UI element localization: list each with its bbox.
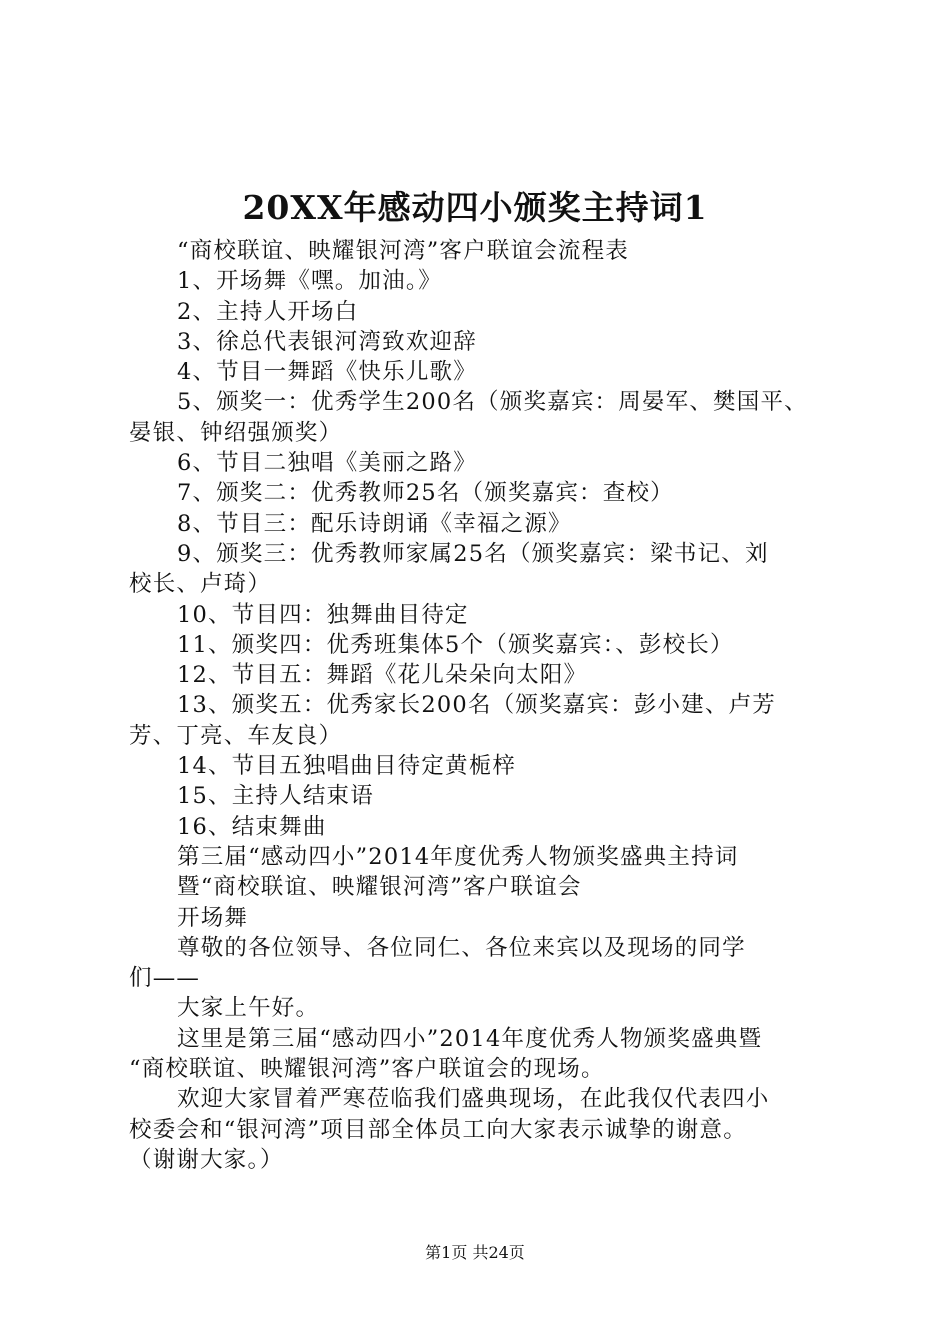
paragraph-line: 5、颁奖一：优秀学生200名（颁奖嘉宾：周晏军、樊国平、 bbox=[177, 389, 808, 416]
paragraph-line: 4、节目一舞蹈《快乐儿歌》 bbox=[177, 359, 477, 386]
paragraph-line: “商校联谊、映耀银河湾”客户联谊会流程表 bbox=[177, 238, 630, 264]
document-title: 20XX年感动四小颁奖主持词1 bbox=[242, 188, 708, 227]
paragraph-line: 10、节目四：独舞曲目待定 bbox=[177, 601, 469, 628]
paragraph-line: 欢迎大家冒着严寒莅临我们盛典现场，在此我仅代表四小 bbox=[177, 1086, 770, 1113]
paragraph-line: 15、主持人结束语 bbox=[177, 783, 374, 810]
paragraph-line: 8、节目三：配乐诗朗诵《幸福之源》 bbox=[177, 510, 572, 537]
paragraph-line: 芳、丁亮、车友良） bbox=[129, 722, 343, 749]
paragraph-line: 7、颁奖二：优秀教师25名（颁奖嘉宾：查校） bbox=[177, 480, 674, 507]
paragraph-line: 大家上午好。 bbox=[177, 995, 320, 1022]
paragraph-line: 晏银、钟绍强颁奖） bbox=[129, 419, 343, 446]
paragraph-line: 12、节目五：舞蹈《花儿朵朵向太阳》 bbox=[177, 662, 588, 689]
paragraph-line: “商校联谊、映耀银河湾”客户联谊会的现场。 bbox=[129, 1056, 605, 1083]
paragraph-line: 16、结束舞曲 bbox=[177, 813, 327, 840]
paragraph-line: 们—— bbox=[129, 965, 201, 992]
paragraph-line: 校委会和“银河湾”项目部全体员工向大家表示诚挚的谢意。 bbox=[129, 1116, 747, 1143]
paragraph-line: 开场舞 bbox=[177, 904, 249, 931]
paragraph-line: 13、颁奖五：优秀家长200名（颁奖嘉宾：彭小建、卢芳 bbox=[177, 692, 776, 719]
paragraph-line: 6、节目二独唱《美丽之路》 bbox=[177, 450, 477, 477]
paragraph-line: 2、主持人开场白 bbox=[177, 298, 359, 325]
paragraph-line: 11、颁奖四：优秀班集体5个（颁奖嘉宾：、彭校长） bbox=[177, 631, 734, 658]
paragraph-line: 尊敬的各位领导、各位同仁、各位来宾以及现场的同学 bbox=[177, 934, 746, 961]
paragraph-line: 暨“商校联谊、映耀银河湾”客户联谊会 bbox=[177, 874, 582, 901]
page-footer: 第1页 共24页 bbox=[425, 1243, 525, 1262]
document-body bbox=[129, 236, 834, 1175]
paragraph-line: 第三届“感动四小”2014年度优秀人物颁奖盛典主持词 bbox=[177, 843, 739, 870]
paragraph-line: 3、徐总代表银河湾致欢迎辞 bbox=[177, 328, 477, 355]
paragraph-line: 1、开场舞《嘿。加油。》 bbox=[177, 268, 442, 295]
paragraph-line: 校长、卢琦） bbox=[129, 571, 272, 598]
paragraph-line: （谢谢大家。） bbox=[129, 1146, 284, 1173]
paragraph-line: 这里是第三届“感动四小”2014年度优秀人物颁奖盛典暨 bbox=[177, 1025, 763, 1052]
paragraph-line: 9、颁奖三：优秀教师家属25名（颁奖嘉宾：梁书记、刘 bbox=[177, 540, 769, 567]
paragraph-line: 14、节目五独唱曲目待定黄栀梓 bbox=[177, 753, 517, 780]
